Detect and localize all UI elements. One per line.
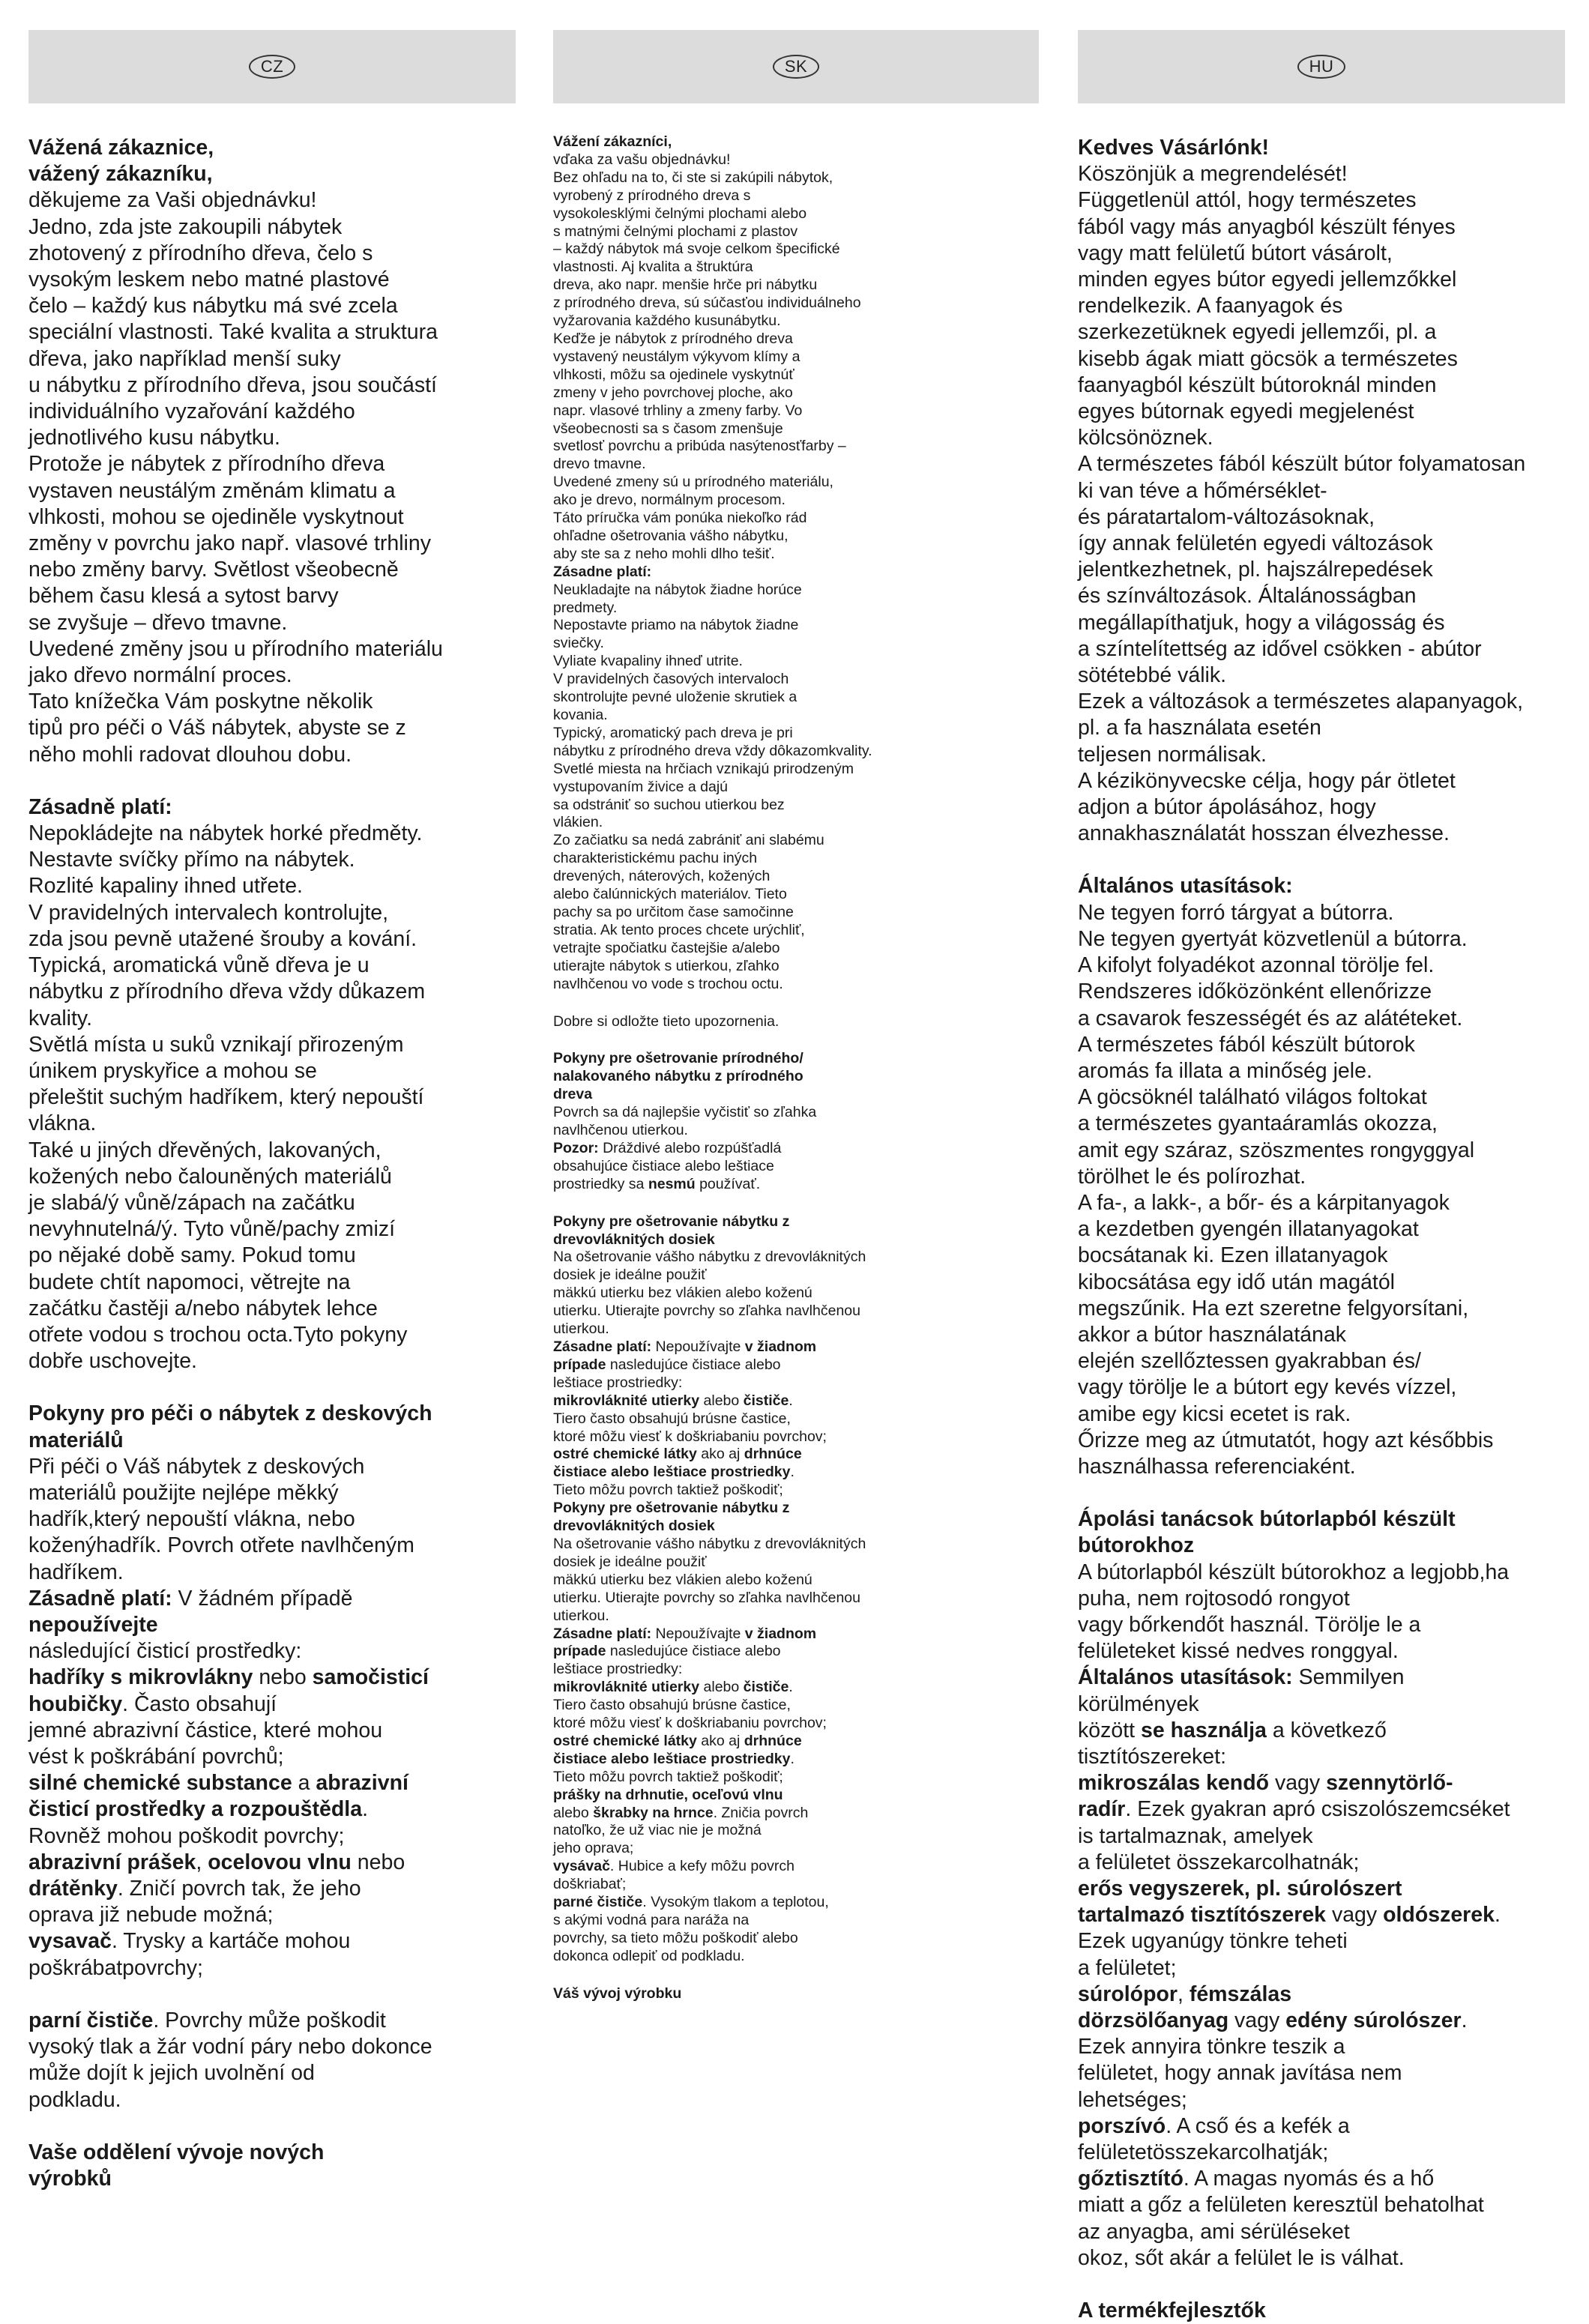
- mixed-paragraph: [1078, 1664, 1565, 2272]
- mixed-paragraph: [553, 1338, 1039, 1500]
- text-run: ,: [196, 1850, 208, 1874]
- bold-term: drátěnky: [28, 1877, 118, 1901]
- text-run: nebo: [253, 1665, 313, 1690]
- bold-term: erős vegyszerek, pl. súrolószert tartalmazó tisztítószerek: [1078, 1877, 1402, 1928]
- column-cz: [28, 30, 516, 2192]
- bold-term: čističe: [743, 1679, 789, 1696]
- text-run: a: [292, 1771, 316, 1796]
- bold-term: Általános utasítások:: [1078, 1665, 1293, 1690]
- text-run: následující čisticí prostředky:: [28, 1639, 302, 1664]
- bold-term: gőztisztító: [1078, 2167, 1184, 2191]
- bold-term: fémszálas dörzsölőanyag: [1078, 1982, 1292, 2033]
- body-paragraph: Nepokládejte na nábytek horké předměty. Nestavte svíčky přímo na nábytek. Rozlité kapaliny ihned utřete. V pravidelných intervalech kontrolujte, zda jsou pevně utažené šrouby a kování. Typická, aromatická vůně dřeva je u nábytku z přírodního dřeva vždy důkazem kvality. Světlá místa u suků vznikají přirozeným únikem pryskyřice a mohou se přeleštit suchým hadříkem, který nepouští vlákna. Také u jiných dřevěných, lakovaných, kožených nebo čalouněných materiálů je slabá/ý vůně/zápach na začátku nevyhnutelná/ý. Tyto vůně/pachy zmizí po nějaké době samy. Pokud tomu budete chtít napomoci, větrejte na začátku častěji a/nebo nábytek lehce otřete vodou s trochou octa.Tyto pokyny dobře uschovejte.: [28, 821, 426, 1374]
- section-heading: A termékfejlesztők: [1078, 2299, 1266, 2323]
- paragraph-gap: [553, 1966, 1039, 1985]
- text-run: ako aj: [696, 1446, 744, 1463]
- column-header-sk: [553, 30, 1039, 103]
- text-run: Nepoužívajte: [651, 1625, 745, 1642]
- paragraph-gap: [553, 1194, 1039, 1213]
- bold-term: v žiadnom prípade: [553, 1338, 817, 1373]
- language-badge-hu: HU: [1297, 55, 1346, 79]
- bold-term: Zásadně platí:: [28, 1586, 172, 1611]
- bold-term: Zásadne platí:: [553, 1338, 652, 1355]
- text-run: Semmilyen körülmények között: [1078, 1665, 1405, 1742]
- body-paragraph: Köszönjük a megrendelését! Függetlenül attól, hogy természetes fából vagy más anyagból készült fényes vagy matt felületű bútort vásárolt, minden egyes bútor egyedi jellemzőkkel rendelkezik. A faanyagok és szerkezetüknek egyedi jellemzői, pl. a kisebb ágak miatt göcsök a természetes faanyagból készült bútoroknál minden egyes bútornak egyedi megjelenést kölcsönöznek. A természetes fából készült bútor folyamatosan ki van téve a hőmérséklet- és páratartalom-változásoknak, így annak felületén egyedi változások jelentkezhetnek, pl. hajszálrepedések és színváltozások. Általánosságban megállapíthatjuk, hogy a világosság és a színtelítettség az idővel csökken - abútor sötétebbé válik. Ezek a változások a természetes alapanyagok, pl. a fa használata esetén teljesen normálisak. A kézikönyvecske célja, hogy pár ötletet adjon a bútor ápolásához, hogy annakhasználatát hosszan élvezhesse.: [1078, 162, 1526, 846]
- bold-term: v žiadnom prípade: [553, 1625, 817, 1660]
- mixed-paragraph: [553, 1140, 1039, 1194]
- bold-term: vysavač: [28, 1929, 112, 1954]
- column-header-hu: [1078, 30, 1565, 103]
- text-run: a következő tisztítószereket:: [1078, 1718, 1387, 1769]
- bold-term: parné čističe: [553, 1894, 643, 1911]
- body-paragraph: vďaka za vašu objednávku! Bez ohľadu na to, či ste si zakúpili nábytok, vyrobený z prírodného dreva s vysokolesklými čelnými plochami alebo s matnými čelnými plochami z plastov – každý nábytok má svoje celkom špecifické vlastnosti. Aj kvalita a štruktúra dreva, ako napr. menšie hrče pri nábytku z prírodného dreva, sú súčasťou individuálneho vyžarovania každého kusunábytku. Keďže je nábytok z prírodného dreva vystavený neustálym výkyvom klímy a vlhkosti, môžu sa ojedinele vyskytnúť zmeny v jeho povrchovej ploche, ako napr. vlasové trhliny a zmeny farby. Vo všeobecnosti sa s časom zmenšuje svetlosť povrchu a pribúda nasýtenosťfarby – drevo tmavne. Uvedené zmeny sú u prírodného materiálu, ako je drevo, normálnym procesom. Táto príručka vám ponúka niekoľko rád ohľadne ošetrovania vášho nábytku, aby ste sa z neho mohli dlho tešiť.: [553, 151, 861, 562]
- body-paragraph: Povrch sa dá najlepšie vyčistiť so zľahka navlhčenou utierkou.: [553, 1104, 817, 1139]
- text-run: . Rovněž mohou poškodit povrchy;: [28, 1797, 368, 1848]
- language-badge-sk: SK: [773, 55, 819, 79]
- text-run: alebo: [699, 1679, 744, 1696]
- bold-term: čističe: [743, 1392, 789, 1409]
- bold-term: drhnúce čistiace alebo leštiace prostriedky: [553, 1732, 802, 1767]
- section-heading: Váš vývoj výrobku: [553, 1985, 682, 2002]
- text-run: nebo: [357, 1850, 405, 1874]
- bold-term: abrazivní prášek: [28, 1850, 196, 1874]
- section-heading: Pokyny pre ošetrovanie prírodného/ nalakovaného nábytku z prírodného dreva: [553, 1050, 803, 1103]
- text-run: alebo: [699, 1392, 744, 1409]
- section-heading: Kedves Vásárlónk!: [1078, 136, 1270, 160]
- bold-term: súrolópor: [1078, 1982, 1178, 2006]
- text-run: vagy: [1269, 1771, 1327, 1796]
- text-run: nasledujúce čistiace alebo leštiace prostriedky:: [553, 1356, 781, 1391]
- section-heading: Pokyny pre ošetrovanie nábytku z drevovláknitých dosiek: [553, 1213, 790, 1248]
- language-badge-cz: CZ: [249, 55, 295, 79]
- text-run: alebo: [553, 1804, 589, 1821]
- bold-term: drhnúce čistiace alebo leštiace prostriedky: [553, 1446, 802, 1481]
- section-heading: Ápolási tanácsok bútorlapból készült bútorokhoz: [1078, 1507, 1456, 1558]
- column-header-cz: [28, 30, 516, 103]
- bold-term: ocelovou vlnu: [208, 1850, 352, 1874]
- text-run: . Povrchy může poškodit vysoký tlak a žár vodní páry nebo dokonce může dojít k jejich uvolnění od podkladu.: [28, 2008, 432, 2112]
- text-run: . Tieto môžu povrch taktiež poškodiť;: [553, 1464, 794, 1499]
- bold-term: silné chemické substance: [28, 1771, 292, 1796]
- text-run: ako aj: [696, 1732, 744, 1749]
- paragraph-gap: [28, 2113, 516, 2140]
- bold-term: mikrovláknité utierky: [553, 1679, 700, 1696]
- bold-term: vysávač: [553, 1858, 610, 1875]
- text-run: . Hubice a kefy môžu povrch doškriabať;: [553, 1858, 794, 1893]
- section-heading: Általános utasítások:: [1078, 874, 1293, 899]
- bold-term: nesmú: [648, 1175, 696, 1192]
- text-run: . Tieto môžu povrch taktiež poškodiť;: [553, 1750, 794, 1785]
- body-paragraph: Neukladajte na nábytok žiadne horúce predmety. Nepostavte priamo na nábytok žiadne sviečky. Vyliate kvapaliny ihneď utrite. V pravidelných časových intervaloch skontrolujte pevné uloženie skrutiek a kovania. Typický, aromatický pach dreva je pri nábytku z prírodného dreva vždy dôkazomkvality. Svetlé miesta na hrčiach vznikajú prirodzeným vystupovaním živice a dajú sa odstrániť so suchou utierkou bez vlákien. Zo začiatku sa nedá zabrániť ani slabému charakteristickému pachu iných drevených, náterových, kožených alebo čalúnnických materiálov. Tieto pachy sa po určitom čase samočinne stratia. Ak tento proces chcete urýchliť, vetrajte spočiatku častejšie a/alebo utierajte nábytok s utierkou, zľahko navlhčenou vo vode s trochou octu.: [553, 581, 872, 992]
- paragraph-gap: [1078, 1480, 1565, 1506]
- text-run: . Zničí povrch tak, že jeho oprava již nebude možná;: [28, 1877, 361, 1928]
- text-run: . Ezek annyira tönkre teszik a felületet, hogy annak javítása nem lehetséges;: [1078, 2008, 1468, 2112]
- body-paragraph: Dobre si odložte tieto upozornenia.: [553, 1012, 780, 1030]
- bold-term: mikroszálas kendő: [1078, 1771, 1270, 1796]
- text-run: vagy: [1326, 1903, 1384, 1928]
- section-heading: Vážená zákaznice, vážený zákazníku,: [28, 136, 214, 187]
- section-heading: Zásadně platí:: [28, 794, 172, 819]
- bold-term: oldószerek: [1383, 1903, 1495, 1928]
- body-paragraph: A bútorlapból készült bútorokhoz a legjobb,ha puha, nem rojtosodó rongyot vagy bőrkendőt használ. Törölje le a felületeket kissé nedves ronggyal.: [1078, 1560, 1510, 1664]
- bold-term: parní čističe: [28, 2008, 154, 2033]
- mixed-paragraph: [28, 1586, 516, 2113]
- bold-term: Zásadne platí:: [553, 1625, 652, 1642]
- text-run: . Ezek gyakran apró csiszolószemcséket is tartalmaznak, amelyek a felületet összekarcolhatnák;: [1078, 1797, 1510, 1874]
- text-run: . Tiero často obsahujú brúsne častice, ktoré môžu viesť k doškriabaniu povrchov;: [553, 1392, 827, 1445]
- body-paragraph: Na ošetrovanie vášho nábytku z drevovláknitých dosiek je ideálne použiť mäkkú utierku bez vlákien alebo koženú utierku. Utierajte povrchy so zľahka navlhčenou utierkou.: [553, 1249, 866, 1338]
- text-run: . Trysky a kartáče mohou poškrábatpovrchy;: [28, 1929, 351, 1980]
- paragraph-gap: [28, 768, 516, 794]
- bold-term: edény súrolószer: [1285, 2008, 1462, 2033]
- bold-term: škrabky na hrnce: [593, 1804, 714, 1821]
- bold-term: prášky na drhnutie, oceľovú vlnu: [553, 1786, 783, 1803]
- bold-term: ostré chemické látky: [553, 1732, 697, 1749]
- bold-term: samočisticí houbičky: [28, 1665, 429, 1716]
- text-run: nasledujúce čistiace alebo leštiace prostriedky:: [553, 1643, 781, 1678]
- text-run: . Ezek ugyanúgy tönkre teheti a felületet;: [1078, 1903, 1501, 1980]
- bold-term: nepoužívejte: [28, 1612, 158, 1637]
- text-run: . Často obsahují jemné abrazivní částice, které mohou vést k poškrábání povrchů;: [28, 1691, 383, 1769]
- section-heading: Pokyny pre ošetrovanie nábytku z drevovláknitých dosiek: [553, 1500, 790, 1535]
- text-run: V žádném případě: [178, 1586, 353, 1611]
- bold-term: porszívó: [1078, 2113, 1166, 2138]
- bold-term: hadříky s mikrovlákny: [28, 1665, 253, 1690]
- body-paragraph: Při péči o Váš nábytek z deskových materiálů použijte nejlépe měkký hadřík,který nepouští vlákna, nebo koženýhadřík. Povrch otřete navlhčeným hadříkem.: [28, 1454, 414, 1584]
- text-run: . A magas nyomás és a hő miatt a gőz a felületen keresztül behatolhat az anyagba, ami sérüléseket okoz, sőt akár a felület le is válhat.: [1078, 2167, 1484, 2270]
- text-run: používať.: [695, 1175, 761, 1192]
- text-run: . A cső és a kefék a felületetösszekarcolhatják;: [1078, 2113, 1350, 2165]
- paragraph-gap: [553, 994, 1039, 1013]
- text-run: . Tiero často obsahujú brúsne častice, ktoré môžu viesť k doškriabaniu povrchov;: [553, 1679, 827, 1732]
- bold-term: Pozor:: [553, 1139, 599, 1156]
- paragraph-gap: [553, 1030, 1039, 1050]
- paragraph-gap: [1078, 847, 1565, 873]
- body-paragraph: děkujeme za Vaši objednávku! Jedno, zda jste zakoupili nábytek zhotovený z přírodního dřeva, čelo s vysokým leskem nebo matné plastové čelo – každý kus nábytku má své zcela speciální vlastnosti. Také kvalita a struktura dřeva, jako například menší suky u nábytku z přírodního dřeva, jsou součástí individuálního vyzařování každého jednotlivého kusu nábytku. Protože je nábytek z přírodního dřeva vystaven neustálým změnám klimatu a vlhkosti, mohou se ojediněle vyskytnout změny v povrchu jako např. vlasové trhliny nebo změny barvy. Světlost všeobecně během času klesá a sytost barvy se zvyšuje – dřevo tmavne. Uvedené změny jsou u přírodního materiálu jako dřevo normální proces. Tato knížečka Vám poskytne několik tipů pro péči o Váš nábytek, abyste se z něho mohli radovat dlouhou dobu.: [28, 188, 443, 767]
- paragraph-gap: [28, 1374, 516, 1401]
- column-hu: [1078, 30, 1565, 2324]
- section-heading: Pokyny pro péči o nábytek z deskových materiálů: [28, 1401, 432, 1452]
- column-sk: [553, 30, 1039, 2003]
- bold-term: ostré chemické látky: [553, 1446, 697, 1463]
- body-paragraph: Na ošetrovanie vášho nábytku z drevovláknitých dosiek je ideálne použiť mäkkú utierku bez vlákien alebo koženú utierku. Utierajte povrchy so zľahka navlhčenou utierkou.: [553, 1535, 866, 1624]
- section-heading: Vaše oddělení vývoje nových výrobků: [28, 2140, 325, 2191]
- bold-term: szennytörlő- radír: [1078, 1771, 1453, 1822]
- column-body-cz: [28, 135, 516, 2192]
- bold-term: abrazivní čisticí prostředky a rozpouštědla: [28, 1771, 408, 1822]
- text-run: vagy: [1228, 2008, 1286, 2033]
- text-run: Nepoužívajte: [651, 1338, 745, 1355]
- text-run: Dráždivé alebo rozpúšťadlá obsahujúce čistiace alebo leštiace prostriedky sa: [553, 1139, 782, 1192]
- column-body-sk: [553, 133, 1039, 2003]
- paragraph-gap: [1078, 2272, 1565, 2298]
- column-body-hu: [1078, 135, 1565, 2324]
- section-heading: Zásadne platí:: [553, 563, 652, 580]
- body-paragraph: Ne tegyen forró tárgyat a bútorra. Ne tegyen gyertyát közvetlenül a bútorra. A kifolyt folyadékot azonnal törölje fel. Rendszeres időközönként ellenőrizze a csavarok feszességét és az alátéteket. A természetes fából készült bútorok aromás fa illata a minőség jele. A göcsöknél található világos foltokat a természetes gyantaáramlás okozza, amit egy száraz, szöszmentes rongyggyal törölhet le és polírozhat. A fa-, a lakk-, a bőr- és a kárpitanyagok a kezdetben gyengén illatanyagokat bocsátanak ki. Ezen illatanyagok kibocsátása egy idő után magától megszűnik. Ha ezt szeretne felgyorsítani, akkor a bútor használatának elején szellőztessen gyakrabban és/ vagy törölje le a bútort egy kevés vízzel, amibe egy kicsi ecetet is rak. Őrizze meg az útmutatót, hogy azt későbbis használhassa referenciaként.: [1078, 900, 1494, 1479]
- section-heading: Vážení zákazníci,: [553, 133, 672, 150]
- text-run: ,: [1178, 1982, 1190, 2006]
- text-run: . Zničia povrch natoľko, že už viac nie je možná jeho oprava;: [553, 1804, 809, 1857]
- bold-term: se használja: [1140, 1718, 1267, 1742]
- bold-term: mikrovláknité utierky: [553, 1392, 700, 1409]
- mixed-paragraph: [553, 1626, 1039, 1966]
- text-run: . Vysokým tlakom a teplotou, s akými vodná para naráža na povrchy, sa tieto môžu poškodiť alebo dokonca odlepiť od podkladu.: [553, 1894, 829, 1964]
